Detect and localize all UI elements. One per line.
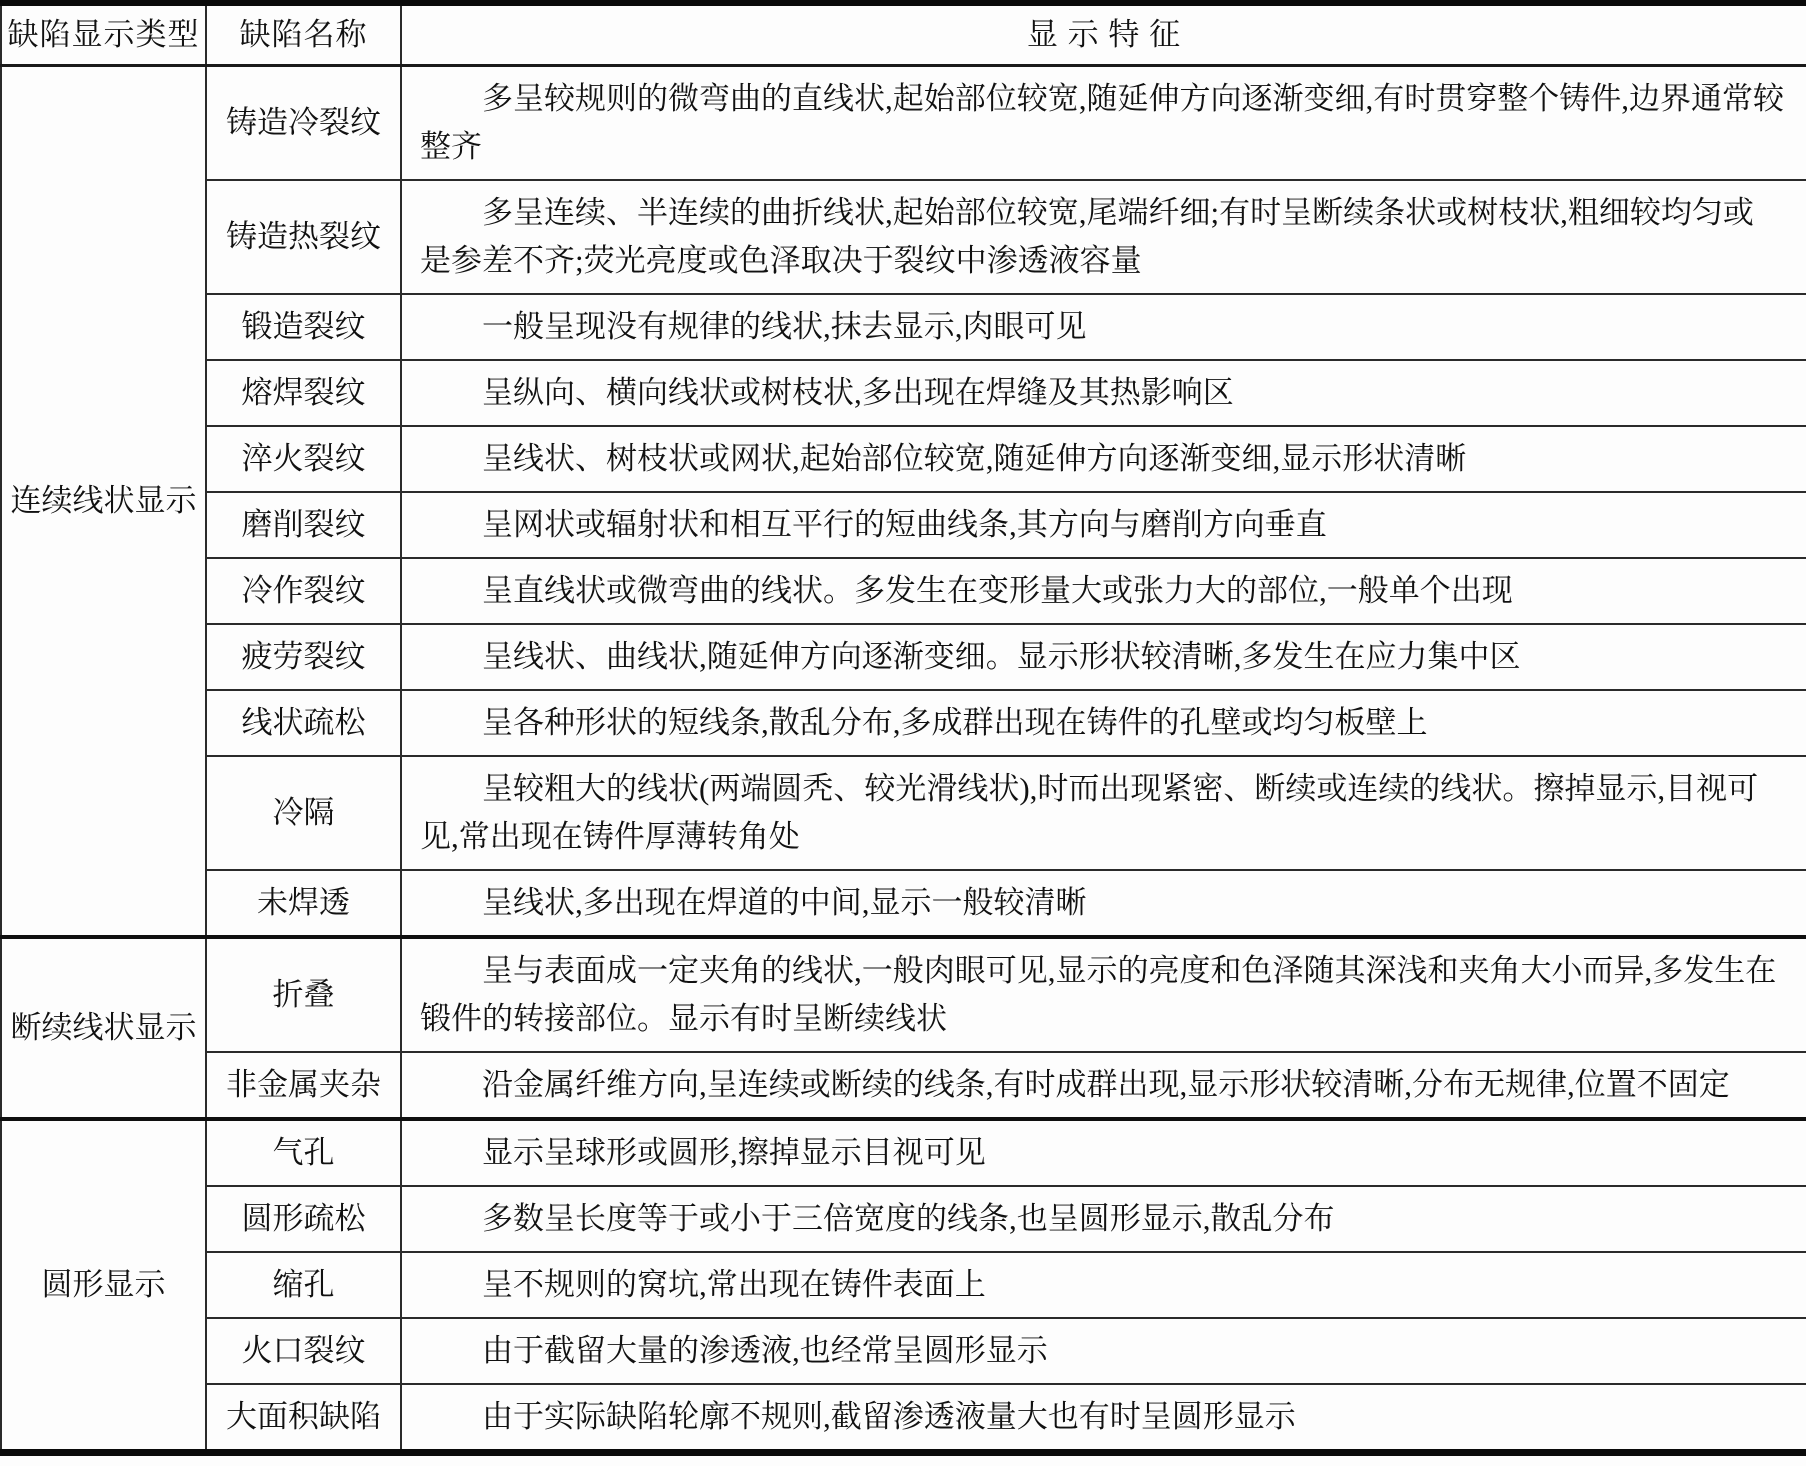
display-feature-cell: 多呈连续、半连续的曲折线状,起始部位较宽,尾端纤细;有时呈断续条状或树枝状,粗细较均匀或是参差不齐;荧光亮度或色泽取决于裂纹中渗透液容量 (401, 180, 1806, 294)
display-feature-cell: 一般呈现没有规律的线状,抹去显示,肉眼可见 (401, 294, 1806, 360)
table-row (1, 756, 1806, 870)
table-row (1, 180, 1806, 294)
defect-type-cell: 连续线状显示 (1, 65, 206, 937)
display-feature-cell: 呈线状、树枝状或网状,起始部位较宽,随延伸方向逐渐变细,显示形状清晰 (401, 426, 1806, 492)
table-row (1, 360, 1806, 426)
display-feature-cell: 由于实际缺陷轮廓不规则,截留渗透液量大也有时呈圆形显示 (401, 1384, 1806, 1453)
display-feature-cell: 呈不规则的窝坑,常出现在铸件表面上 (401, 1252, 1806, 1318)
display-feature-cell: 沿金属纤维方向,呈连续或断续的线条,有时成群出现,显示形状较清晰,分布无规律,位置不固定 (401, 1052, 1806, 1119)
defect-name-cell: 大面积缺陷 (206, 1384, 401, 1453)
header-display-feature: 显 示 特 征 (401, 3, 1806, 65)
defect-name-cell: 未焊透 (206, 870, 401, 937)
display-feature-cell: 呈线状,多出现在焊道的中间,显示一般较清晰 (401, 870, 1806, 937)
defect-name-cell: 非金属夹杂 (206, 1052, 401, 1119)
table-row (1, 624, 1806, 690)
display-feature-cell: 呈与表面成一定夹角的线状,一般肉眼可见,显示的亮度和色泽随其深浅和夹角大小而异,多发生在锻件的转接部位。显示有时呈断续线状 (401, 937, 1806, 1052)
defect-name-cell: 熔焊裂纹 (206, 360, 401, 426)
display-feature-cell: 呈网状或辐射状和相互平行的短曲线条,其方向与磨削方向垂直 (401, 492, 1806, 558)
display-feature-cell: 呈直线状或微弯曲的线状。多发生在变形量大或张力大的部位,一般单个出现 (401, 558, 1806, 624)
defect-name-cell: 线状疏松 (206, 690, 401, 756)
defect-name-cell: 缩孔 (206, 1252, 401, 1318)
display-feature-cell: 呈线状、曲线状,随延伸方向逐渐变细。显示形状较清晰,多发生在应力集中区 (401, 624, 1806, 690)
table-row (1, 1318, 1806, 1384)
header-defect-name: 缺陷名称 (206, 3, 401, 65)
header-defect-display-type: 缺陷显示类型 (1, 3, 206, 65)
defect-type-cell: 圆形显示 (1, 1119, 206, 1453)
display-feature-cell: 由于截留大量的渗透液,也经常呈圆形显示 (401, 1318, 1806, 1384)
display-feature-cell: 显示呈球形或圆形,擦掉显示目视可见 (401, 1119, 1806, 1186)
display-feature-cell: 呈各种形状的短线条,散乱分布,多成群出现在铸件的孔壁或均匀板壁上 (401, 690, 1806, 756)
defect-name-cell: 铸造冷裂纹 (206, 65, 401, 180)
defect-name-cell: 锻造裂纹 (206, 294, 401, 360)
defect-name-cell: 火口裂纹 (206, 1318, 401, 1384)
defect-name-cell: 折叠 (206, 937, 401, 1052)
table-row (1, 294, 1806, 360)
table-row (1, 690, 1806, 756)
defect-name-cell: 铸造热裂纹 (206, 180, 401, 294)
table-row (1, 1186, 1806, 1252)
table-row (1, 1384, 1806, 1453)
defect-name-cell: 疲劳裂纹 (206, 624, 401, 690)
display-feature-cell: 多呈较规则的微弯曲的直线状,起始部位较宽,随延伸方向逐渐变细,有时贯穿整个铸件,边界通常较整齐 (401, 65, 1806, 180)
defect-name-cell: 气孔 (206, 1119, 401, 1186)
defect-name-cell: 冷作裂纹 (206, 558, 401, 624)
display-feature-cell: 多数呈长度等于或小于三倍宽度的线条,也呈圆形显示,散乱分布 (401, 1186, 1806, 1252)
table-row (1, 1052, 1806, 1119)
table-row (1, 558, 1806, 624)
defect-name-cell: 冷隔 (206, 756, 401, 870)
table-row (1, 870, 1806, 937)
table-row (1, 65, 1806, 180)
defect-type-cell: 断续线状显示 (1, 937, 206, 1119)
table-row (1, 937, 1806, 1052)
defect-name-cell: 圆形疏松 (206, 1186, 401, 1252)
table-row (1, 1119, 1806, 1186)
table-row (1, 492, 1806, 558)
table-row (1, 1252, 1806, 1318)
defect-name-cell: 磨削裂纹 (206, 492, 401, 558)
table-row (1, 426, 1806, 492)
display-feature-cell: 呈纵向、横向线状或树枝状,多出现在焊缝及其热影响区 (401, 360, 1806, 426)
header-row (1, 3, 1806, 65)
display-feature-cell: 呈较粗大的线状(两端圆秃、较光滑线状),时而出现紧密、断续或连续的线状。擦掉显示,目视可见,常出现在铸件厚薄转角处 (401, 756, 1806, 870)
defect-name-cell: 淬火裂纹 (206, 426, 401, 492)
